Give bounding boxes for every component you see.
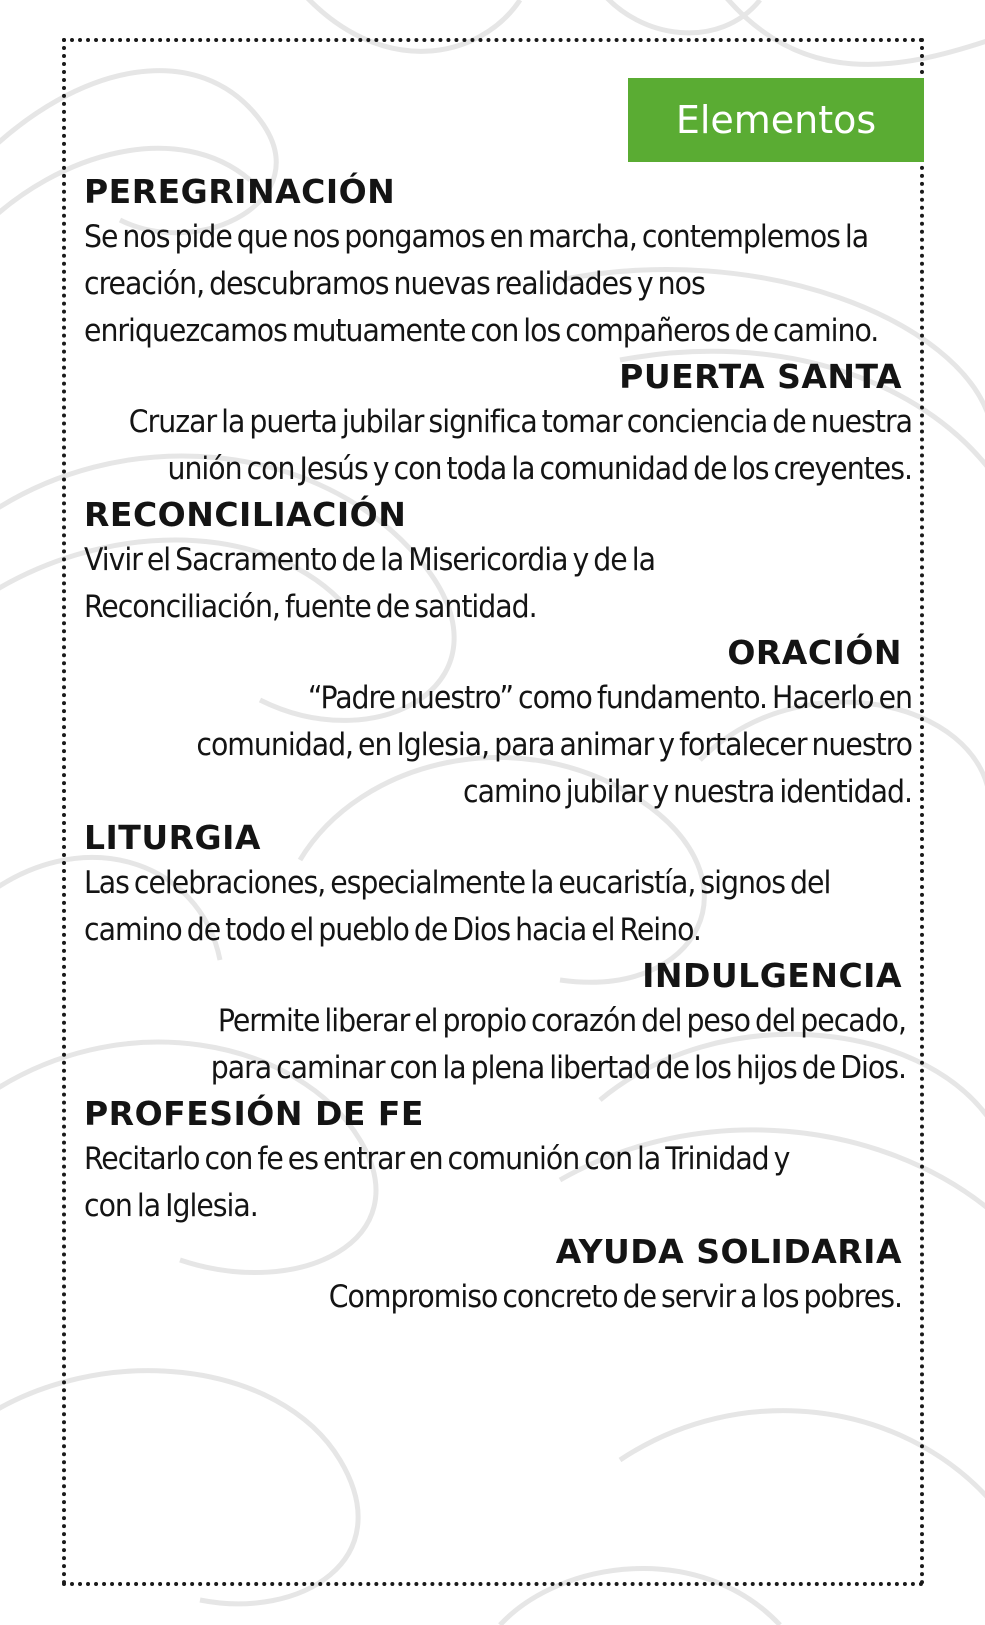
entry-title: INDULGENCIA bbox=[642, 956, 902, 995]
entry-text: Cruzar la puerta jubilar significa tomar conciencia de nuestra unión con Jesús y con toda la comunidad de los creyentes. bbox=[128, 404, 912, 487]
section-tag bbox=[628, 78, 924, 162]
entry-profesion-de-fe bbox=[84, 1092, 912, 1230]
entry-text: Permite liberar el propio corazón del peso del pecado, para caminar con la plena libertad de los hijos de Dios. bbox=[210, 1003, 906, 1086]
entry-puerta-santa bbox=[84, 355, 912, 493]
entry-title: ORACIÓN bbox=[727, 633, 902, 672]
entry-text: “Padre nuestro” como fundamento. Hacerlo en comunidad, en Iglesia, para animar y fortalecer nuestro camino jubilar y nuestra identidad. bbox=[196, 680, 912, 810]
entry-text: Se nos pide que nos pongamos en marcha, contemplemos la creación, descubramos nuevas realidades y nos enriquezcamos mutuamente con los compañeros de camino. bbox=[84, 219, 879, 349]
entry-text: Vivir el Sacramento de la Misericordia y de la Reconciliación, fuente de santidad. bbox=[84, 542, 655, 625]
entry-title: PROFESIÓN DE FE bbox=[84, 1094, 424, 1133]
entry-liturgia bbox=[84, 816, 912, 954]
entry-text: Compromiso concreto de servir a los pobres. bbox=[328, 1279, 902, 1315]
entry-title: PUERTA SANTA bbox=[619, 357, 902, 396]
entry-oracion bbox=[84, 631, 912, 816]
entry-indulgencia bbox=[84, 954, 912, 1092]
entry-title: AYUDA SOLIDARIA bbox=[555, 1232, 902, 1271]
entry-text: Recitarlo con fe es entrar en comunión con la Trinidad y con la Iglesia. bbox=[84, 1141, 790, 1224]
elements-list bbox=[84, 170, 912, 1321]
entry-title: PEREGRINACIÓN bbox=[84, 172, 396, 211]
entry-peregrinacion bbox=[84, 170, 912, 355]
entry-title: LITURGIA bbox=[84, 818, 261, 857]
entry-title: RECONCILIACIÓN bbox=[84, 495, 407, 534]
section-tag-label: Elementos bbox=[675, 98, 877, 142]
entry-ayuda-solidaria bbox=[84, 1230, 912, 1321]
entry-text: Las celebraciones, especialmente la eucaristía, signos del camino de todo el pueblo de Dios hacia el Reino. bbox=[84, 865, 831, 948]
entry-reconciliacion bbox=[84, 493, 912, 631]
